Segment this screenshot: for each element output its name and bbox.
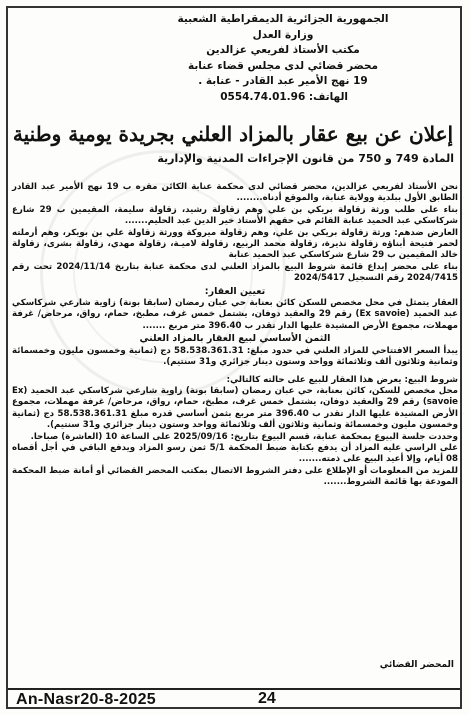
section-heading-price: الثمن الأساسي لبيع العقار بالمزاد العلني: [139, 333, 331, 345]
paragraph-bailiff: نحن الأستاذ لفريعي عزالدين، محضر قضائي لدى محكمة عنابة الكائن مقره ب 19 نهج الأمير عبد القادر الطابق الأول ببلدية وولاية عنابة، والموقع أدناه........: [12, 182, 458, 204]
letterhead-phone: الهاتف: 0554.74.01.96: [220, 90, 348, 103]
paragraph-payment-terms: على الراسي عليه المزاد أن يدفع بكتابة ضبط المحكمة 5/1 ثمن رسو المزاد ويدفع الباقي في أجل أقصاه 08 أيام، وإلا أعيد البيع على ذمته.......: [12, 442, 458, 465]
letterhead-ministry: وزارة العدل: [252, 28, 314, 41]
paragraph-deposit: بناء على محضر إيداع قائمة شروط البيع بالمزاد العلني لدى محكمة عنابة بتاريخ 2024/11/14 تحت رقم 2024/7415 رقم التسجيل 2024/5417: [12, 261, 458, 284]
letterhead: [118, 12, 448, 105]
letterhead-role: محضر قضائي لدى مجلس قضاء عنابة: [187, 59, 379, 72]
letterhead-republic: الجمهورية الجزائرية الديمقراطية الشعبية: [177, 13, 389, 25]
paragraph-defendants: العارض ضدهم: ورثة زقاولة بريكي بن علي، وهم زقاولة ميروكة وورثة زقاولة علي بن بويكر، وهم أرملته لحمر فتيحة أبناؤه زقاولة نذيرة، زقاولة محمد الربيع، زقاولة لاميـة، زقاولة مهدي، زقاولة بشرى، زقاولة خالد المقيمين ب 29 شارع شركاسكي عبد الحميد عنابة: [12, 227, 458, 261]
letterhead-office: مكتب الأستاذ لفريعي عزالدين: [206, 44, 360, 56]
page-footer: [8, 688, 460, 710]
paragraph-session-date: وحددت جلسة البيوع بمحكمة عنابة، قسم البيوع بتاريخ: 2025/09/16 على الساعة 10 (العاشرة) صباحا.: [30, 431, 458, 442]
page-number: 24: [258, 690, 276, 707]
section-heading-conditions: شروط البيع: يعرض هذا العقار للبيع على حالته كالتالي:: [226, 374, 458, 385]
paragraph-opening-price: يبدأ السعر الافتتاحي للمزاد العلني في حدود مبلغ: 58.538.361.31 دج (ثمانية وخمسون مليون وخمسمائة وثمانية وثلاثون ألف وثلاثمائة وواحد وستون دينار جزائري و31 سنتيم).: [12, 345, 458, 368]
paragraph-property-description: العقار يتمثل في محل مخصص للسكن كائن بعنابة حي عبان رمضان (سابقا بونة) زاوية شارعي شركاسكي عبد الحميد (Ex savoie) رقم 29 والعقيد دوفان، يشتمل خمس غرف، مطبخ، حمام، رواق، مرحاض/ غرفة مهملات، مجموع الأرض المشيدة عليها الدار تقدر ب 396.40 متر مربع .......: [12, 298, 458, 331]
paragraph-requesters: بناء على طلب ورثة زقاولة بريكي بن علي وهم زقاولة رشيد، زقاولة سليمة، المقيمين ب 29 شارع شركاسكي عبد الحميد عنابة القائم في حقهم الأستاذ خير الدين عبد الحليم.......: [12, 204, 458, 227]
announcement-title: إعلان عن بيع عقار بالمزاد العلني بجريدة يومية وطنية: [12, 122, 454, 146]
letterhead-address: 19 نهج الأمير عبد القادر - عنابة .: [198, 75, 368, 87]
legal-reference: المادة 749 و 750 من قانون الإجراءات المدنية والإدارية: [157, 152, 454, 165]
announcement-body: [12, 182, 458, 489]
signature-label: المحضر القضائي: [379, 660, 454, 670]
newspaper-source-date: An-Nasr20-8-2025: [16, 691, 156, 708]
paragraph-more-info: للمزيد من المعلومات أو الإطلاع على دفتر الشروط الاتصال بمكتب المحضر القضائي أو أمانة ضبط المحكمة المودعة بها قائمة الشروط.......: [11, 465, 458, 488]
paragraph-conditions-description: محل مخصص للسكن، كائن بعنابة، حي عبان رمضان (سابقا بونة) زاوية شارعي شركاسكي عبد الحميد (Ex savoie) رقم 29 والعقيد دوفان، يشتمل خمس غرف، مطبخ، حمام، رواق، مرحاض/ غرفة مهملات، مجموع الأرض المشيدة عليها الدار تقدر ب 396.40 متر مربع بثمن أساسي قدره مبلغ 58.538.361.31 دج (ثمانية وخمسون مليون وخمسمائة وثمانية وثلاثون ألف وثلاثمائة وواحد وستون دينار جزائري و31 سنتيم).: [12, 385, 458, 431]
section-heading-property: تعيين العقار:: [204, 285, 266, 297]
